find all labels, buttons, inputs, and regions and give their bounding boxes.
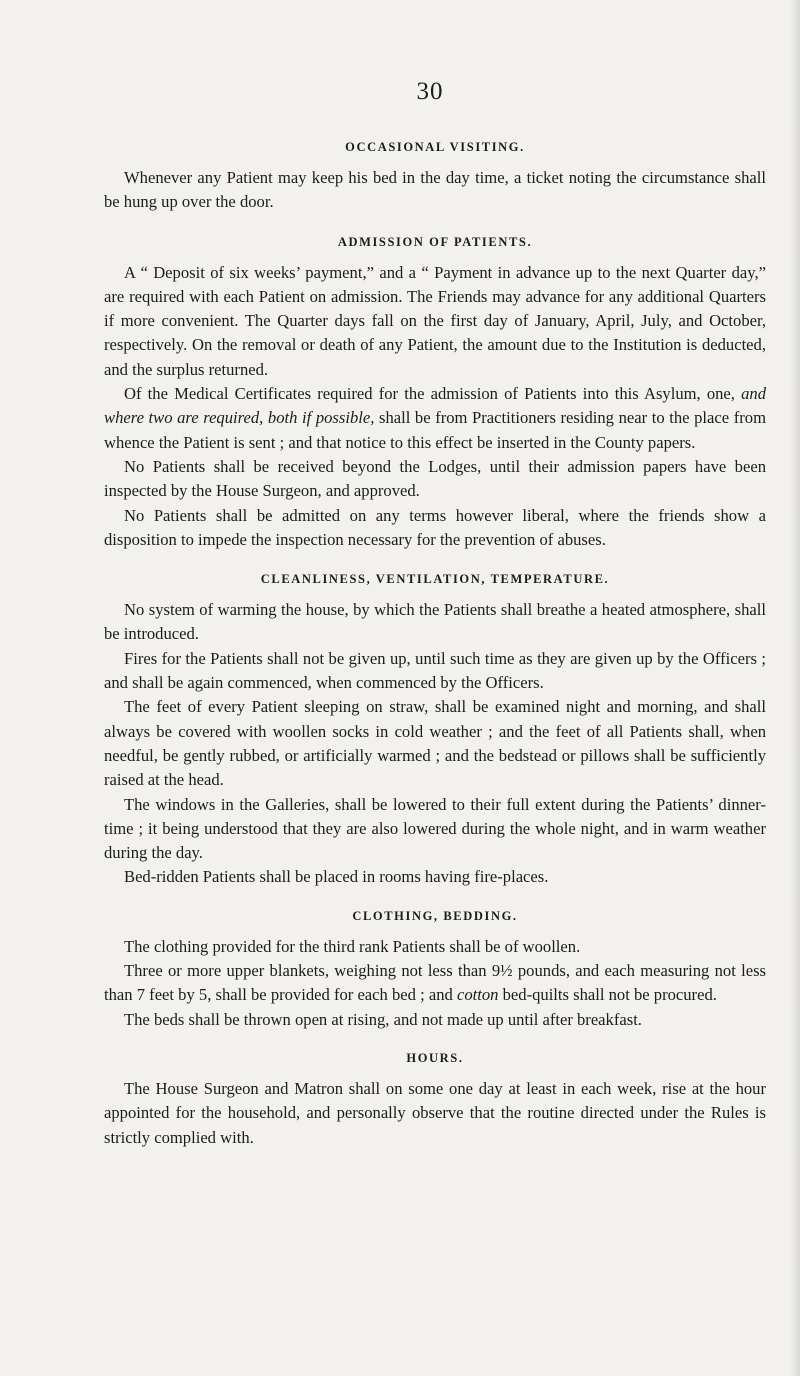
section-admission-of-patients <box>104 235 766 553</box>
paragraph: No Patients shall be admitted on any terms however liberal, where the friends show a disposition to impede the inspection necessary for the prevention of abuses. <box>104 505 766 549</box>
section-heading: CLEANLINESS, VENTILATION, TEMPERATURE. <box>260 572 610 587</box>
paragraph: Bed-ridden Patients shall be placed in rooms having fire-places. <box>124 867 549 887</box>
section-cleanliness <box>104 572 766 890</box>
section-heading: CLOTHING, BEDDING. <box>352 908 518 923</box>
paragraph: No Patients shall be received beyond the Lodges, until their admission papers have been inspected by the House Surgeon, and approved. <box>104 456 766 501</box>
paragraph <box>104 382 766 455</box>
paragraph: The beds shall be thrown open at rising, and not made up until after breakfast. <box>124 1009 642 1029</box>
page-number: 30 <box>416 78 444 105</box>
paragraph <box>104 959 766 1008</box>
paragraph: The House Surgeon and Matron shall on some one day at least in each week, rise at the hour appointed for the household, and personally observe that the routine directed under the Rules is strictly complied with. <box>104 1078 766 1147</box>
paragraph: The clothing provided for the third rank Patients shall be of woollen. <box>124 936 581 956</box>
section-heading: HOURS. <box>406 1050 464 1065</box>
section-clothing-bedding <box>104 909 766 1032</box>
section-heading: ADMISSION OF PATIENTS. <box>337 234 533 249</box>
page-edge <box>790 0 800 1376</box>
paragraph: Fires for the Patients shall not be given up, until such time as they are given up by the Officers ; and shall be again commenced, when commenced by the Officers. <box>104 648 766 693</box>
paragraph: The windows in the Galleries, shall be lowered to their full extent during the Patients’ dinner-time ; it being understood that they are also lowered during the whole night, and in warm weather during the day. <box>104 794 766 863</box>
paragraph: The feet of every Patient sleeping on straw, shall be examined night and morning, and shall always be covered with woollen socks in cold weather ; and the feet of all Patients shall, when needful, be gently rubbed, or artificially warmed ; and the bedstead or pillows shall be sufficiently raised at the head. <box>104 697 766 790</box>
section-hours <box>104 1051 766 1150</box>
paragraph: No system of warming the house, by which the Patients shall breathe a heated atmosphere, shall be introduced. <box>104 600 766 644</box>
italic-run: and where two are required, <box>104 384 767 428</box>
text-run: shall be from Practitioners residing near to the place from whence the Patient is sent ; and that notice to this effect be inserted in the County papers. <box>104 408 766 452</box>
section-heading: OCCASIONAL VISITING. <box>345 140 525 154</box>
text-run: bed-quilts shall not be procured. <box>502 985 717 1005</box>
section-occasional-visiting <box>104 140 766 215</box>
paragraph: A “ Deposit of six weeks’ payment,” and a “ Payment in advance up to the next Quarter day,” are required with each Patient on admission. The Friends may advance for any additional Quarters if more convenient. The Quarter days fall on the first day of January, April, July, and October, respectively. On the removal or death of any Patient, the amount due to the Institution is deducted, and the surplus returned. <box>104 262 766 379</box>
text-run: Of the Medical Certificates required for the admission of Patients into this Asylum, one, <box>124 384 735 404</box>
paragraph: Whenever any Patient may keep his bed in the day time, a ticket noting the circumstance shall be hung up over the door. <box>104 168 766 212</box>
italic-run: both if possible, <box>267 408 375 428</box>
text-run: Three or more upper blankets, weighing not less than 9½ pounds, and each measuring not less than 7 feet by 5, shall be provided for each bed ; and <box>104 961 766 1005</box>
page-content <box>104 140 766 1150</box>
italic-run: cotton <box>456 985 499 1005</box>
